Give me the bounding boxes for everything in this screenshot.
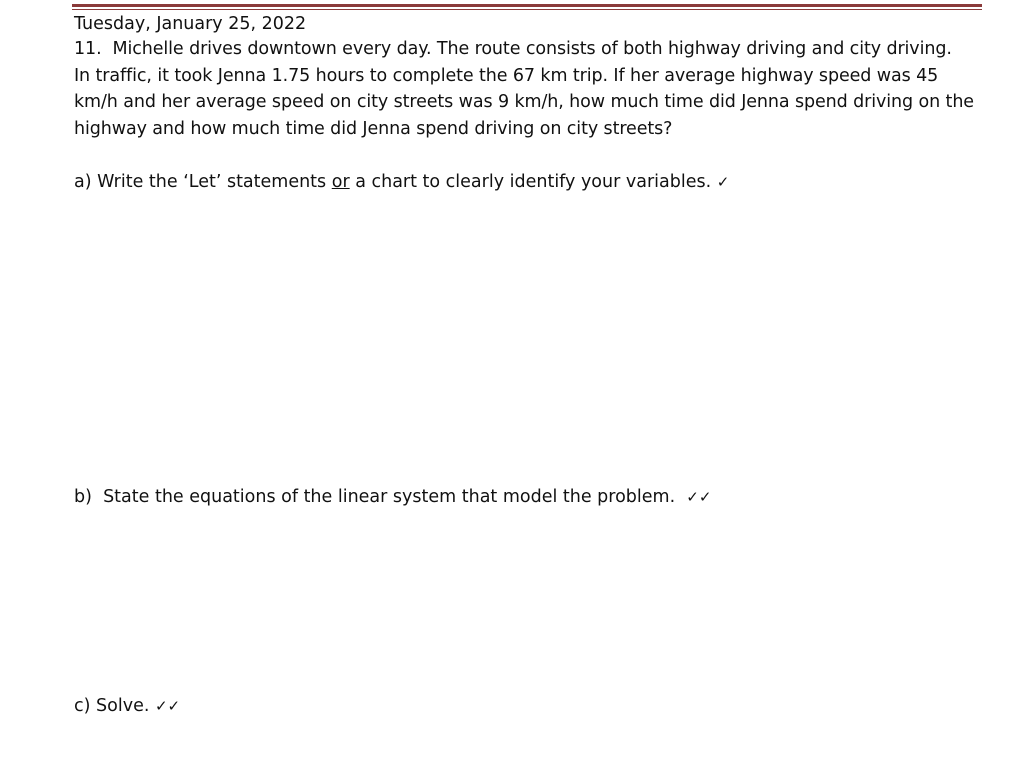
part-a-prompt: [74, 170, 729, 194]
part-c-text: Solve.: [96, 696, 150, 716]
worksheet-content: [74, 12, 984, 142]
part-a-text-before: Write the ‘Let’ statements: [97, 172, 332, 192]
problem-line-2: In traffic, it took Jenna 1.75 hours to complete the 67 km trip. If her average highway speed was 45: [74, 65, 939, 86]
problem-number: 11.: [74, 39, 102, 59]
problem-statement: [74, 36, 984, 142]
problem-line-4: highway and how much time did Jenna spend driving on city streets?: [74, 118, 673, 139]
part-b-text: State the equations of the linear system that model the problem.: [103, 487, 676, 507]
part-a-text-after: a chart to clearly identify your variables.: [349, 172, 712, 192]
part-b-label: b): [74, 487, 92, 507]
header-rule-thin: [72, 9, 982, 10]
header-rule-thick: [72, 4, 982, 7]
part-c-check-icon: ✓✓: [154, 697, 181, 715]
part-c-label: c): [74, 696, 91, 716]
problem-line-3: km/h and her average speed on city streets was 9 km/h, how much time did Jenna spend driving on the: [74, 92, 974, 112]
date-heading: Tuesday, January 25, 2022: [74, 14, 307, 34]
part-b-check-icon: ✓✓: [686, 488, 712, 506]
part-a-check-icon: ✓: [716, 173, 730, 191]
problem-line-1: [74, 36, 984, 63]
part-a-label: a): [74, 172, 92, 192]
part-b-prompt: [74, 485, 711, 509]
problem-line-1-text: Michelle drives downtown every day. The route consists of both highway driving and city driving.: [112, 39, 952, 59]
part-c-prompt: [74, 694, 180, 718]
part-a-underlined-word: or: [331, 172, 350, 192]
